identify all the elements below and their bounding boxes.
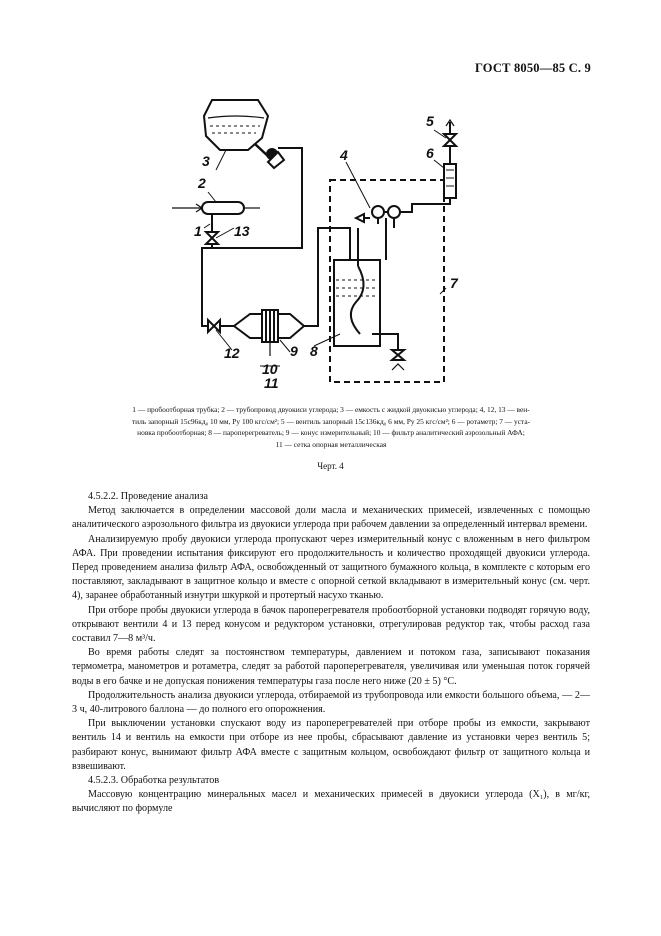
- paragraph: При отборе пробы двуокиси углерода в бачок пароперегревателя пробоотборной установки подводят горячую воду, открывают вентили 4 и 13 перед конусом и редуктором установки, отрегулировав редуктор так, чтобы расход газа составил 7—8 м³/ч.: [72, 604, 590, 645]
- figure-label: Черт. 4: [317, 461, 344, 471]
- rotameter-shape: [444, 164, 456, 198]
- label-8: 8: [310, 343, 318, 359]
- paragraph: Анализируемую пробу двуокиси углерода пропускают через измерительный конус с вложенным в него фильтром АФА. При проведении испытания фиксируют его продолжительность и количество проходящей двуокиси углерода. Перед проведением анализа фильтр АФА, освобожденный от защитного бумажного кольца, в комплекте с которым его поставляют, закладывают в защитное кольцо и вместе с опорной сеткой вкладывают в измерительный конус (см. черт. 4), заранее обработанный изнутри шкуркой и протертый насухо тканью.: [72, 533, 590, 602]
- paragraph: Во время работы следят за постоянством температуры, давлением и потоком газа, записывают показания термометра, манометров и ротаметра, следят за работой пароперегревателя, увеличивая или уменьшая поток горячей воды в его бачке и не допуская понижения температуры газа после него ниже (20 ± 5) °С.: [72, 647, 590, 687]
- manometer-shape: [372, 206, 384, 218]
- label-9: 9: [290, 343, 298, 359]
- document-body: [72, 490, 590, 817]
- label-2: 2: [198, 175, 206, 191]
- page-header: ГОСТ 8050—85 С. 9: [474, 61, 591, 75]
- sampling-apparatus-diagram: [150, 88, 490, 398]
- label-1: 1: [194, 223, 202, 239]
- label-13: 13: [234, 223, 250, 239]
- caption-line: новка пробоотборная; 8 — пароперегреватель; 9 — конус измерительный; 10 — фильтр аналитический аэрозольный АФА;: [137, 428, 525, 437]
- paragraph: Метод заключается в определении массовой доли масла и механических примесей, извлеченных с помощью аналитического аэрозольного фильтра из двуокиси углерода при рабочем давлении за определенный интервал времени.: [72, 505, 590, 531]
- paragraph: Продолжительность анализа двуокиси углерода, отбираемой из трубопровода или емкости большого объема, — 2—3 ч, 40-литрового баллона — до полного его опорожнения.: [72, 689, 590, 716]
- label-7: 7: [450, 275, 458, 291]
- label-4: 4: [340, 147, 348, 163]
- label-12: 12: [224, 345, 240, 361]
- paragraph: Массовую концентрацию минеральных масел и механических примесей в двуокиси углерода (X₁), в мг/кг, вычисляют по формуле: [72, 789, 590, 815]
- co2-container-shape: [204, 100, 268, 150]
- paragraph: При выключении установки спускают воду из пароперегревателей при отборе пробы из емкости, закрывают вентиль 14 и вентиль на емкости при отборе из нее пробы, сбрасывают давление из установки через вентиль 5; разбирают конус, вынимают фильтр АФА вместе с защитным кольцом, освобождают фильтр от защитного кольца и взвешивают.: [72, 718, 590, 772]
- caption-line: 11 — сетка опорная металлическая: [275, 439, 387, 449]
- co2-pipeline-shape: [202, 202, 244, 214]
- caption-line: тиль запорный 15с96кд₀ 10 мм, Pу 100 кгс/см²; 5 — вентиль запорный 15с136кд₀ 6 мм, Pу 25 кгс/см²; 6 — ротаметр; 7 — уста-: [131, 416, 531, 426]
- figure-caption: [48, 404, 614, 450]
- measuring-cone-shape: [234, 314, 262, 338]
- label-11: 11: [264, 375, 279, 391]
- section-heading: 4.5.2.2. Проведение анализа: [88, 491, 209, 502]
- section-heading: 4.5.2.3. Обработка результатов: [88, 775, 220, 787]
- label-6: 6: [426, 145, 434, 161]
- label-5: 5: [426, 113, 434, 129]
- label-10: 10: [262, 361, 278, 377]
- label-3: 3: [202, 153, 210, 169]
- caption-line: 1 — пробоотборная трубка; 2 — трубопровод двуокиси углерода; 3 — емкость с жидкой двуокисью углерода; 4, 12, 13 — вен-: [132, 405, 530, 414]
